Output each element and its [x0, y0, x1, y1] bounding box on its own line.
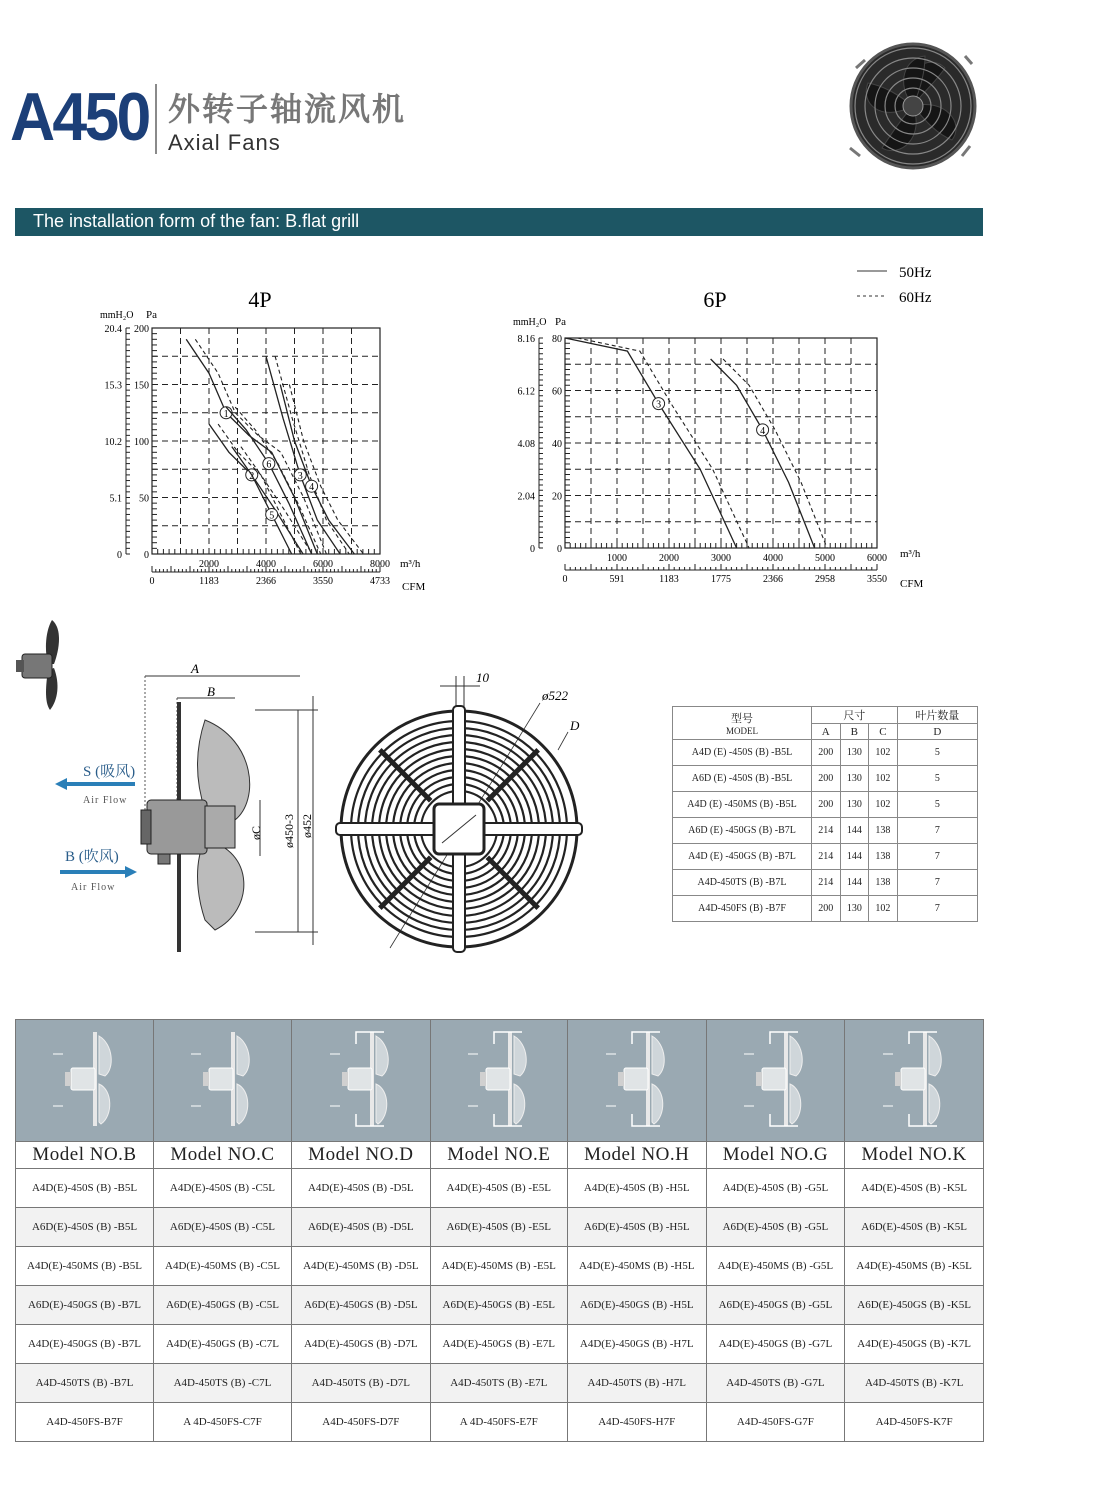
model-variant-image	[567, 1020, 706, 1142]
x-tick-cfm: 1775	[711, 574, 731, 585]
model-variant-image	[291, 1020, 430, 1142]
model-variant-header: Model NO.H	[567, 1142, 706, 1169]
fan-mount-icon	[49, 1024, 119, 1134]
model-number-cell: A4D(E)-450GS (B) -E7L	[430, 1325, 567, 1364]
chart-4p	[90, 280, 435, 600]
model-number-cell: A4D(E)-450S (B) -C5L	[153, 1169, 291, 1208]
model-number-cell: A6D(E)-450GS (B) -K5L	[845, 1286, 984, 1325]
x-tick-cfm: 0	[149, 576, 155, 587]
model-variant-header: Model NO.C	[153, 1142, 291, 1169]
dim-model-cell: A6D (E) -450S (B) -B5L	[673, 766, 812, 792]
dim-model-cell: A4D (E) -450S (B) -B5L	[673, 740, 812, 766]
fan-mount-icon	[740, 1024, 810, 1134]
dim-model-cell: A4D-450TS (B) -B7L	[673, 870, 812, 896]
label-blow: B (吹风)	[65, 849, 119, 865]
curve-label: 4	[760, 425, 766, 437]
model-number-cell: A4D-450TS (B) -H7L	[567, 1364, 706, 1403]
model-number-cell: A4D-450TS (B) -D7L	[291, 1364, 430, 1403]
curve-label: 1	[223, 408, 229, 420]
model-variant-image	[430, 1020, 567, 1142]
header-blades: 叶片数量	[897, 707, 977, 724]
dim-10: 10	[476, 670, 489, 685]
curve-label: 5	[269, 510, 275, 522]
model-number-cell: A6D(E)-450S (B) -H5L	[567, 1208, 706, 1247]
x-tick-m3h: 6000	[867, 553, 887, 564]
curve-60hz	[275, 356, 349, 554]
x-tick-cfm: 0	[562, 574, 568, 585]
x-tick-m3h: 5000	[815, 553, 835, 564]
model-number-cell: A4D-450TS (B) -B7L	[16, 1364, 154, 1403]
dim-value-cell: 130	[840, 792, 869, 818]
header-model-en: MODEL	[726, 726, 758, 736]
model-number-cell: A6D(E)-450GS (B) -E5L	[430, 1286, 567, 1325]
axis-unit-mmh2o: mmH₂O	[513, 317, 547, 328]
chart-title: 6P	[703, 287, 727, 312]
model-code: A450	[10, 79, 149, 155]
model-number-cell: A6D(E)-450GS (B) -B7L	[16, 1286, 154, 1325]
y-tick-pa: 50	[139, 493, 149, 505]
model-number-cell: A4D-450TS (B) -K7L	[845, 1364, 984, 1403]
model-number-cell: A6D(E)-450S (B) -E5L	[430, 1208, 567, 1247]
model-number-cell: A 4D-450FS-E7F	[430, 1403, 567, 1442]
model-number-cell: A4D(E)-450S (B) -E5L	[430, 1169, 567, 1208]
y-tick-mm: 8.16	[517, 334, 535, 345]
header-size: 尺寸	[812, 707, 898, 724]
label-b: B	[207, 684, 215, 699]
dim-model-cell: A6D (E) -450GS (B) -B7L	[673, 818, 812, 844]
x-tick-m3h: 2000	[199, 559, 219, 570]
model-number-cell: A6D(E)-450S (B) -K5L	[845, 1208, 984, 1247]
model-table-row	[16, 1403, 984, 1442]
dim-value-cell: 130	[840, 896, 869, 922]
label-a: A	[191, 661, 199, 676]
model-number-cell: A4D(E)-450S (B) -G5L	[706, 1169, 845, 1208]
fan-mount-icon	[326, 1024, 396, 1134]
dim-value-cell: 200	[812, 766, 841, 792]
x-tick-m3h: 1000	[607, 553, 627, 564]
x-tick-m3h: 8000	[370, 559, 390, 570]
model-number-cell: A6D(E)-450GS (B) -D5L	[291, 1286, 430, 1325]
axis-unit-mmh2o: mmH₂O	[100, 310, 134, 321]
dim-value-cell: 5	[897, 740, 977, 766]
axis-unit-cfm: CFM	[900, 578, 924, 590]
dim-value-cell: 5	[897, 766, 977, 792]
dim-value-cell: 144	[840, 870, 869, 896]
model-number-cell: A4D-450TS (B) -C7L	[153, 1364, 291, 1403]
dim-dia-450: ø450-3	[282, 814, 296, 848]
model-number-cell: A4D(E)-450GS (B) -D7L	[291, 1325, 430, 1364]
model-table-row	[16, 1169, 984, 1208]
curve-60hz	[218, 424, 315, 554]
model-variant-image	[153, 1020, 291, 1142]
model-number-cell: A4D(E)-450S (B) -H5L	[567, 1169, 706, 1208]
x-tick-m3h: 6000	[313, 559, 333, 570]
y-tick-pa: 0	[557, 544, 562, 555]
fan-product-image	[840, 38, 986, 174]
dim-table-row	[673, 896, 978, 922]
model-table-row	[16, 1208, 984, 1247]
front-view-grill	[330, 668, 610, 958]
model-number-cell: A6D(E)-450S (B) -B5L	[16, 1208, 154, 1247]
model-number-cell: A4D(E)-450MS (B) -C5L	[153, 1247, 291, 1286]
y-tick-mm: 0	[530, 544, 535, 555]
dim-table-row	[673, 766, 978, 792]
model-table-row	[16, 1364, 984, 1403]
model-variant-header: Model NO.E	[430, 1142, 567, 1169]
title-chinese: 外转子轴流风机	[168, 90, 407, 128]
dim-value-cell: 102	[869, 766, 898, 792]
y-tick-pa: 40	[552, 439, 562, 450]
dim-value-cell: 214	[812, 818, 841, 844]
y-tick-mm: 4.08	[517, 439, 535, 450]
model-table-row	[16, 1286, 984, 1325]
model-number-cell: A4D(E)-450GS (B) -G7L	[706, 1325, 845, 1364]
y-tick-pa: 100	[134, 437, 149, 448]
curve-label: 4	[309, 482, 315, 494]
curve-label: 6	[266, 459, 272, 471]
y-tick-pa: 60	[552, 386, 562, 398]
model-table-row	[16, 1325, 984, 1364]
model-number-cell: A4D(E)-450MS (B) -G5L	[706, 1247, 845, 1286]
x-tick-cfm: 1183	[659, 574, 679, 585]
x-tick-cfm: 3550	[313, 576, 333, 587]
dim-value-cell: 200	[812, 896, 841, 922]
legend-60hz: 60Hz	[899, 290, 932, 306]
x-tick-m3h: 4000	[256, 559, 276, 570]
y-tick-pa: 150	[134, 380, 149, 392]
title-divider	[155, 84, 157, 154]
dim-model-cell: A4D (E) -450GS (B) -B7L	[673, 844, 812, 870]
dim-value-cell: 144	[840, 844, 869, 870]
y-tick-pa: 0	[144, 550, 149, 561]
dim-value-cell: 138	[869, 870, 898, 896]
y-tick-mm: 0	[117, 550, 122, 561]
model-variants-table	[15, 1019, 984, 1442]
label-suction: S (吸风)	[83, 764, 136, 780]
axis-unit-pa: Pa	[555, 316, 566, 328]
dim-value-cell: 5	[897, 792, 977, 818]
model-number-cell: A4D(E)-450S (B) -B5L	[16, 1169, 154, 1208]
dim-value-cell: 7	[897, 818, 977, 844]
curve-label: 3	[656, 399, 662, 411]
model-number-cell: A4D-450TS (B) -E7L	[430, 1364, 567, 1403]
dim-value-cell: 200	[812, 792, 841, 818]
model-variant-image	[845, 1020, 984, 1142]
legend-50hz: 50Hz	[899, 265, 932, 281]
dim-dia-c: øC	[249, 825, 263, 840]
x-tick-cfm: 2366	[256, 576, 276, 587]
model-variant-header: Model NO.D	[291, 1142, 430, 1169]
curve-50hz	[232, 447, 292, 554]
x-tick-cfm: 2958	[815, 574, 835, 585]
air-flow-label-2: Air Flow	[71, 882, 116, 893]
model-variant-header: Model NO.G	[706, 1142, 845, 1169]
dim-table-row	[673, 792, 978, 818]
model-variant-image	[16, 1020, 154, 1142]
axis-unit-pa: Pa	[146, 309, 157, 321]
model-variant-header: Model NO.K	[845, 1142, 984, 1169]
curve-label: 3	[297, 470, 303, 482]
y-tick-mm: 15.3	[104, 380, 122, 392]
model-number-cell: A4D(E)-450MS (B) -H5L	[567, 1247, 706, 1286]
y-tick-mm: 2.04	[517, 491, 535, 503]
model-number-cell: A4D(E)-450GS (B) -B7L	[16, 1325, 154, 1364]
model-number-cell: A4D-450FS-H7F	[567, 1403, 706, 1442]
y-tick-mm: 5.1	[109, 493, 122, 505]
header-model	[673, 707, 812, 740]
fan-mount-icon	[602, 1024, 672, 1134]
curve-60hz	[723, 359, 827, 548]
banner-text: The installation form of the fan: B.flat grill	[33, 211, 360, 231]
dim-table-row	[673, 740, 978, 766]
model-number-cell: A4D(E)-450GS (B) -K7L	[845, 1325, 984, 1364]
y-tick-mm: 10.2	[104, 437, 122, 448]
model-number-cell: A4D(E)-450GS (B) -H7L	[567, 1325, 706, 1364]
model-number-cell: A4D(E)-450S (B) -K5L	[845, 1169, 984, 1208]
dim-value-cell: 200	[812, 740, 841, 766]
dim-value-cell: 102	[869, 896, 898, 922]
curve-label: 2	[249, 470, 255, 482]
label-d: D	[570, 718, 580, 733]
fan-mount-icon	[879, 1024, 949, 1134]
dim-value-cell: 138	[869, 818, 898, 844]
dim-model-cell: A4D-450FS (B) -B7F	[673, 896, 812, 922]
x-tick-cfm: 3550	[867, 574, 887, 585]
dim-value-cell: 144	[840, 818, 869, 844]
model-number-cell: A4D(E)-450MS (B) -E5L	[430, 1247, 567, 1286]
dim-value-cell: 214	[812, 870, 841, 896]
y-tick-mm: 6.12	[517, 386, 535, 398]
model-number-cell: A6D(E)-450GS (B) -C5L	[153, 1286, 291, 1325]
header-a: A	[812, 724, 841, 740]
axis-unit-flow: m³/h	[400, 558, 421, 570]
dimension-table	[672, 706, 978, 922]
dim-table-row	[673, 870, 978, 896]
installation-banner	[15, 208, 983, 236]
dim-value-cell: 214	[812, 844, 841, 870]
model-number-cell: A4D(E)-450MS (B) -K5L	[845, 1247, 984, 1286]
model-number-cell: A4D-450FS-B7F	[16, 1403, 154, 1442]
y-tick-pa: 20	[552, 491, 562, 503]
side-view-drawing	[55, 660, 340, 960]
y-tick-pa: 80	[552, 334, 562, 345]
dim-value-cell: 130	[840, 740, 869, 766]
dim-value-cell: 7	[897, 896, 977, 922]
air-flow-label-1: Air Flow	[83, 795, 128, 806]
dim-value-cell: 7	[897, 844, 977, 870]
x-tick-m3h: 2000	[659, 553, 679, 564]
model-number-cell: A4D(E)-450MS (B) -B5L	[16, 1247, 154, 1286]
fan-mount-icon	[464, 1024, 534, 1134]
model-variant-header: Model NO.B	[16, 1142, 154, 1169]
model-number-cell: A6D(E)-450S (B) -C5L	[153, 1208, 291, 1247]
chart-title: 4P	[248, 287, 272, 312]
model-number-cell: A4D(E)-450MS (B) -D5L	[291, 1247, 430, 1286]
x-tick-cfm: 1183	[199, 576, 219, 587]
x-tick-cfm: 4733	[370, 576, 390, 587]
header-d: D	[897, 724, 977, 740]
model-number-cell: A4D(E)-450S (B) -D5L	[291, 1169, 430, 1208]
dim-model-cell: A4D (E) -450MS (B) -B5L	[673, 792, 812, 818]
model-number-cell: A 4D-450FS-C7F	[153, 1403, 291, 1442]
y-tick-mm: 20.4	[104, 324, 122, 335]
dim-value-cell: 102	[869, 792, 898, 818]
model-number-cell: A6D(E)-450GS (B) -G5L	[706, 1286, 845, 1325]
dim-dia-522: ø522	[542, 688, 568, 703]
dim-value-cell: 138	[869, 844, 898, 870]
model-number-cell: A4D(E)-450GS (B) -C7L	[153, 1325, 291, 1364]
model-table-row	[16, 1247, 984, 1286]
fan-mount-icon	[187, 1024, 257, 1134]
x-tick-cfm: 2366	[763, 574, 783, 585]
x-tick-m3h: 3000	[711, 553, 731, 564]
model-number-cell: A6D(E)-450S (B) -G5L	[706, 1208, 845, 1247]
y-tick-pa: 200	[134, 324, 149, 335]
dim-value-cell: 102	[869, 740, 898, 766]
title-english: Axial Fans	[168, 130, 281, 155]
model-number-cell: A6D(E)-450S (B) -D5L	[291, 1208, 430, 1247]
model-variant-image	[706, 1020, 845, 1142]
dim-value-cell: 130	[840, 766, 869, 792]
axis-unit-flow: m³/h	[900, 548, 921, 560]
dim-dia-452: ø452	[300, 814, 314, 838]
curve-60hz	[577, 338, 749, 548]
x-tick-m3h: 4000	[763, 553, 783, 564]
dim-table-row	[673, 844, 978, 870]
axis-unit-cfm: CFM	[402, 581, 426, 593]
model-number-cell: A4D-450FS-D7F	[291, 1403, 430, 1442]
header-c: C	[869, 724, 898, 740]
x-tick-cfm: 591	[609, 574, 625, 585]
model-number-cell: A4D-450FS-K7F	[845, 1403, 984, 1442]
model-number-cell: A4D-450FS-G7F	[706, 1403, 845, 1442]
header-model-cn: 型号	[731, 713, 753, 725]
dim-table-row	[673, 818, 978, 844]
header-b: B	[840, 724, 869, 740]
model-number-cell: A4D-450TS (B) -G7L	[706, 1364, 845, 1403]
model-number-cell: A6D(E)-450GS (B) -H5L	[567, 1286, 706, 1325]
dim-value-cell: 7	[897, 870, 977, 896]
chart-6p	[505, 280, 935, 600]
